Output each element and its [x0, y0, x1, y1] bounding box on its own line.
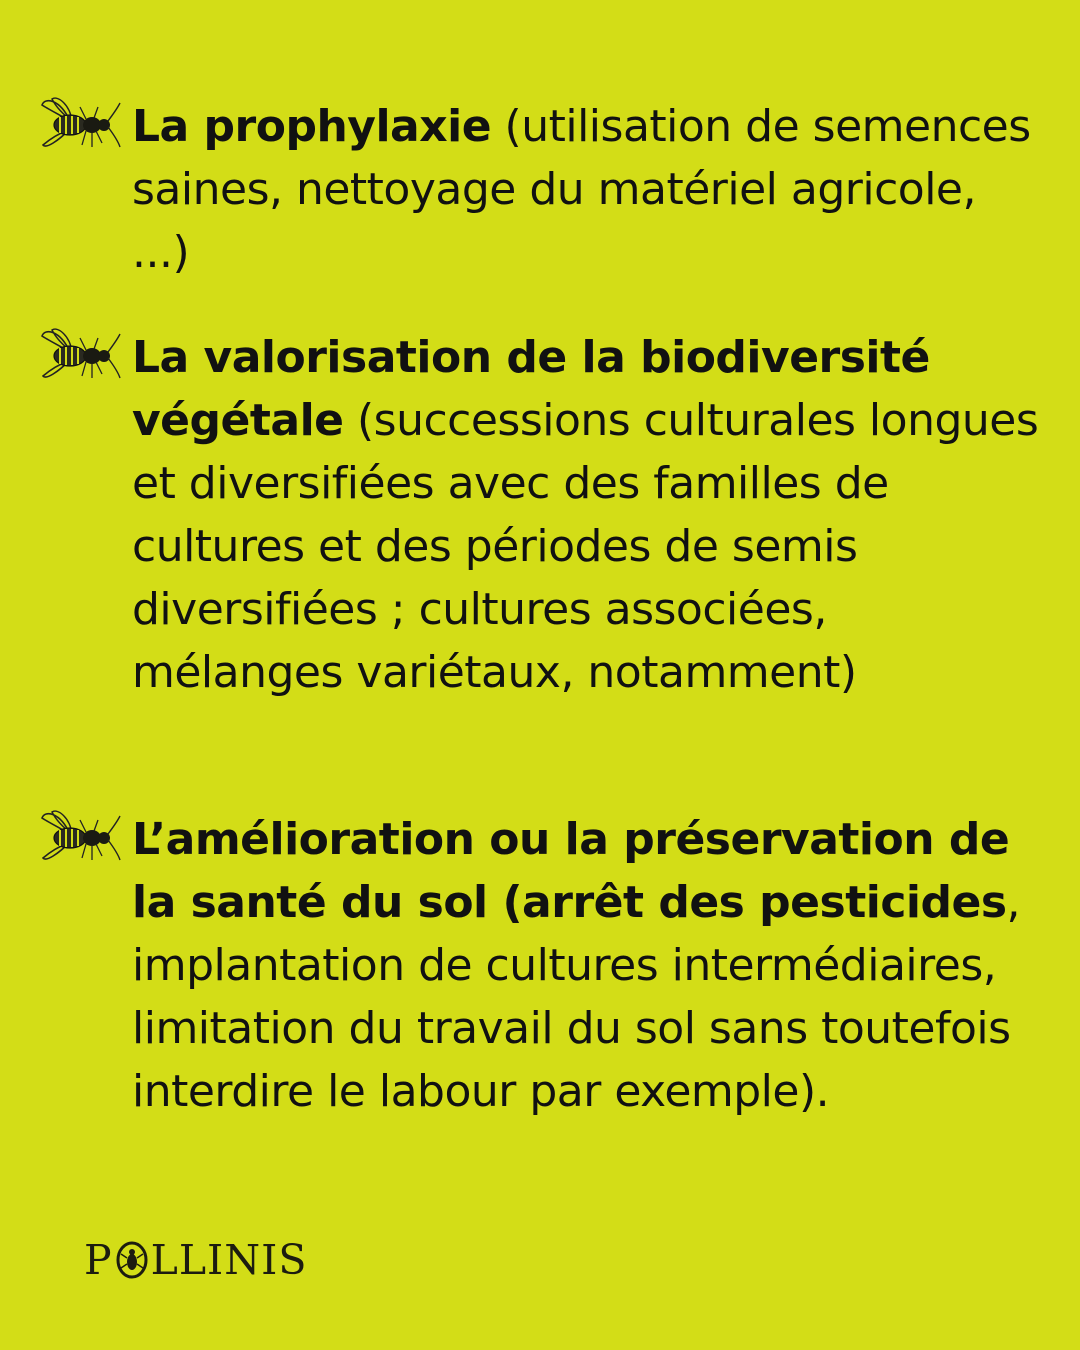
item-rest-text: , implantation de cultures intermédiaires, limitation du travail du sol sans toutefois interdire le labour par exemple).: [132, 877, 1021, 1117]
logo-text-start: P: [84, 1236, 113, 1284]
item-text: [132, 326, 1042, 704]
list-item: [40, 326, 1050, 704]
logo-text-end: LLINIS: [150, 1236, 308, 1284]
bee-icon: [40, 91, 122, 161]
item-rest-text: (successions culturales longues et diversifiées avec des familles de cultures et des périodes de semis diversifiées ; cultures associées, mélanges variétaux, notamment): [132, 395, 1039, 698]
bee-icon: [40, 322, 122, 392]
item-bold-text: L’amélioration ou la préservation de la santé du sol (arrêt des pesticides: [132, 814, 1010, 928]
bee-icon: [40, 804, 122, 874]
list-item: [40, 95, 1050, 284]
logo-bee-icon: [115, 1240, 149, 1280]
item-bold-text: La valorisation de la biodiversité végétale: [132, 332, 930, 446]
item-text: [132, 808, 1042, 1123]
item-text: [132, 95, 1042, 284]
list-item: [40, 808, 1050, 1123]
item-bold-text: La prophylaxie: [132, 101, 492, 152]
pollinis-logo: [84, 1236, 307, 1284]
item-rest-text: (utilisation de semences saines, nettoyage du matériel agricole, ...): [132, 101, 1031, 278]
